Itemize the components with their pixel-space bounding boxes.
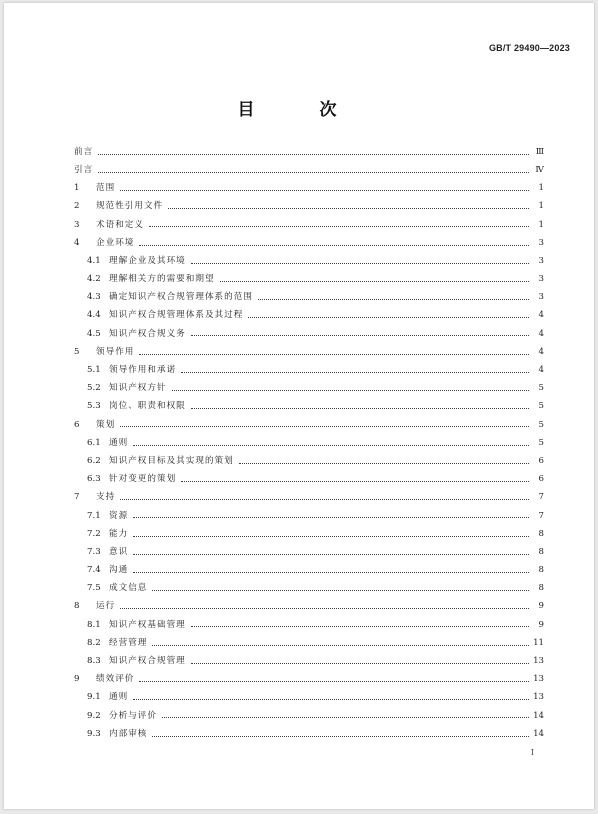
toc-entry[interactable]	[74, 670, 544, 688]
toc-entry[interactable]	[74, 507, 544, 525]
standard-code: GB/T 29490—2023	[488, 43, 570, 53]
dot-leader	[120, 417, 529, 427]
dot-leader	[139, 672, 529, 682]
toc-entry-number: 7.5	[87, 583, 101, 594]
toc-entry[interactable]	[74, 598, 544, 616]
toc-entry-page: 9	[538, 619, 544, 630]
toc-entry-number: 7.2	[87, 528, 101, 539]
toc-entry-label: 岗位、职责和权限	[109, 401, 186, 412]
toc-entry-number: 6.1	[87, 437, 101, 448]
toc-entry[interactable]	[74, 470, 544, 488]
toc-entry-label: 知识产权合规管理	[109, 656, 186, 667]
toc-entry[interactable]	[74, 143, 544, 161]
dot-leader	[191, 326, 529, 336]
toc-entry-number: 7.1	[87, 510, 101, 521]
toc-entry-page: 8	[538, 583, 544, 594]
toc-entry-number: 5.2	[87, 383, 101, 394]
toc-entry[interactable]	[74, 616, 544, 634]
toc-entry-number: 5.1	[87, 365, 101, 376]
toc-entry-label: 运行	[96, 601, 116, 612]
toc-entry[interactable]	[74, 216, 544, 234]
toc-entry-page: 5	[538, 419, 544, 430]
toc-entry-label: 企业环境	[96, 237, 135, 248]
toc-entry[interactable]	[74, 307, 544, 325]
dot-leader	[181, 472, 529, 482]
toc-entry-label: 通则	[109, 437, 129, 448]
toc-entry-page: 14	[533, 728, 544, 739]
toc-entry-page: Ⅳ	[535, 164, 544, 175]
dot-leader	[181, 363, 529, 373]
toc-entry-number: 7	[74, 492, 80, 503]
dot-leader	[162, 708, 529, 718]
toc-entry-page: 4	[538, 310, 544, 321]
toc-entry-label: 资源	[109, 510, 129, 521]
toc-entry-number: 4.4	[87, 310, 101, 321]
dot-leader	[133, 527, 529, 537]
toc-entry-page: 1	[538, 201, 544, 212]
toc-entry-page: 6	[538, 455, 544, 466]
table-of-contents	[74, 143, 544, 743]
toc-entry-page: 11	[533, 637, 544, 648]
dot-leader	[152, 581, 529, 591]
toc-entry-number: 9	[74, 674, 80, 685]
toc-entry-number: 5	[74, 346, 80, 357]
toc-entry-label: 引言	[74, 164, 94, 175]
toc-entry[interactable]	[74, 325, 544, 343]
toc-entry-label: 沟通	[109, 565, 129, 576]
dot-leader	[120, 599, 529, 609]
page-title: 目 次	[237, 100, 361, 120]
toc-entry-label: 知识产权方针	[109, 383, 167, 394]
toc-entry-page: 13	[533, 656, 544, 667]
dot-leader	[248, 308, 529, 318]
toc-entry[interactable]	[74, 252, 544, 270]
dot-leader	[120, 490, 529, 500]
toc-entry-page: 3	[538, 255, 544, 266]
toc-entry-label: 知识产权合规管理体系及其过程	[109, 310, 244, 321]
toc-entry[interactable]	[74, 234, 544, 252]
dot-leader	[191, 617, 529, 627]
toc-entry[interactable]	[74, 580, 544, 598]
dot-leader	[120, 181, 529, 191]
toc-entry-label: 领导作用和承诺	[109, 365, 177, 376]
toc-entry-page: 14	[533, 710, 544, 721]
dot-leader	[139, 236, 529, 246]
toc-entry-page: 13	[533, 692, 544, 703]
toc-entry[interactable]	[74, 270, 544, 288]
toc-entry-label: 确定知识产权合规管理体系的范围	[109, 292, 253, 303]
toc-entry-page: 5	[538, 401, 544, 412]
toc-entry-label: 理解企业及其环境	[109, 255, 186, 266]
dot-leader	[149, 217, 529, 227]
toc-entry[interactable]	[74, 489, 544, 507]
toc-entry-page: 4	[538, 328, 544, 339]
toc-entry[interactable]	[74, 725, 544, 743]
toc-entry-page: 3	[538, 292, 544, 303]
toc-entry[interactable]	[74, 289, 544, 307]
toc-entry[interactable]	[74, 452, 544, 470]
toc-entry-page: 6	[538, 474, 544, 485]
toc-entry[interactable]	[74, 416, 544, 434]
toc-entry[interactable]	[74, 707, 544, 725]
toc-entry-page: 8	[538, 546, 544, 557]
toc-entry-page: 1	[538, 183, 544, 194]
toc-entry-page: 3	[538, 274, 544, 285]
dot-leader	[133, 508, 529, 518]
toc-entry-page: 4	[538, 365, 544, 376]
toc-entry-page: 5	[538, 437, 544, 448]
toc-entry-page: 13	[533, 674, 544, 685]
toc-entry-number: 8.2	[87, 637, 101, 648]
toc-entry-page: 7	[538, 492, 544, 503]
toc-entry-label: 领导作用	[96, 346, 135, 357]
toc-entry-label: 术语和定义	[96, 219, 144, 230]
toc-entry-label: 知识产权目标及其实现的策划	[109, 455, 234, 466]
toc-entry-label: 经营管理	[109, 637, 148, 648]
toc-entry-number: 4.3	[87, 292, 101, 303]
dot-leader	[98, 145, 529, 155]
dot-leader	[191, 399, 529, 409]
toc-entry[interactable]	[74, 179, 544, 197]
toc-entry-label: 能力	[109, 528, 129, 539]
dot-leader	[152, 636, 529, 646]
toc-entry-label: 规范性引用文件	[96, 201, 164, 212]
toc-entry-label: 通则	[109, 692, 129, 703]
dot-leader	[191, 254, 529, 264]
toc-entry[interactable]	[74, 543, 544, 561]
dot-leader	[258, 290, 529, 300]
dot-leader	[239, 454, 529, 464]
toc-entry-number: 3	[74, 219, 80, 230]
toc-entry[interactable]	[74, 343, 544, 361]
dot-leader	[220, 272, 529, 282]
toc-entry-number: 6	[74, 419, 80, 430]
dot-leader	[133, 545, 529, 555]
dot-leader	[133, 563, 529, 573]
toc-entry-number: 7.4	[87, 565, 101, 576]
dot-leader	[191, 654, 529, 664]
toc-entry[interactable]	[74, 434, 544, 452]
toc-entry-label: 意识	[109, 546, 129, 557]
toc-entry-page: 4	[538, 346, 544, 357]
dot-leader	[133, 690, 529, 700]
toc-entry-number: 9.1	[87, 692, 101, 703]
toc-entry-page: 1	[538, 219, 544, 230]
toc-entry-label: 知识产权合规义务	[109, 328, 186, 339]
toc-entry-page: 7	[538, 510, 544, 521]
toc-entry-label: 范围	[96, 183, 116, 194]
toc-entry[interactable]	[74, 379, 544, 397]
dot-leader	[133, 436, 529, 446]
toc-entry-number: 6.2	[87, 455, 101, 466]
toc-entry-page: 3	[538, 237, 544, 248]
toc-entry-page: 8	[538, 528, 544, 539]
toc-entry-page: 9	[538, 601, 544, 612]
toc-entry[interactable]	[74, 634, 544, 652]
toc-entry-number: 6.3	[87, 474, 101, 485]
toc-entry-label: 分析与评价	[109, 710, 157, 721]
dot-leader	[98, 163, 529, 173]
toc-entry-number: 1	[74, 183, 80, 194]
toc-entry[interactable]	[74, 689, 544, 707]
toc-entry-number: 4.1	[87, 255, 101, 266]
toc-entry-label: 针对变更的策划	[109, 474, 177, 485]
toc-entry-number: 5.3	[87, 401, 101, 412]
toc-entry-label: 内部审核	[109, 728, 148, 739]
toc-entry-label: 知识产权基础管理	[109, 619, 186, 630]
toc-entry[interactable]	[74, 161, 544, 179]
toc-entry[interactable]	[74, 361, 544, 379]
toc-entry-number: 9.3	[87, 728, 101, 739]
toc-entry[interactable]	[74, 398, 544, 416]
dot-leader	[152, 727, 529, 737]
toc-entry-number: 9.2	[87, 710, 101, 721]
toc-entry-number: 4.5	[87, 328, 101, 339]
toc-entry[interactable]	[74, 525, 544, 543]
toc-entry-page: 8	[538, 565, 544, 576]
toc-entry-label: 理解相关方的需要和期望	[109, 274, 215, 285]
toc-entry-label: 绩效评价	[96, 674, 135, 685]
toc-entry-number: 4	[74, 237, 80, 248]
toc-entry-page: 5	[538, 383, 544, 394]
toc-entry-label: 成文信息	[109, 583, 148, 594]
toc-entry-number: 4.2	[87, 274, 101, 285]
toc-entry-number: 8	[74, 601, 80, 612]
toc-entry-label: 支持	[96, 492, 116, 503]
dot-leader	[168, 199, 529, 209]
dot-leader	[172, 381, 529, 391]
toc-entry-number: 2	[74, 201, 80, 212]
document-page	[4, 3, 594, 809]
toc-entry[interactable]	[74, 198, 544, 216]
toc-entry-number: 8.1	[87, 619, 101, 630]
toc-entry-label: 策划	[96, 419, 116, 430]
toc-entry[interactable]	[74, 561, 544, 579]
toc-entry[interactable]	[74, 652, 544, 670]
toc-entry-label: 前言	[74, 146, 94, 157]
toc-entry-number: 8.3	[87, 656, 101, 667]
toc-entry-number: 7.3	[87, 546, 101, 557]
page-folio: Ⅰ	[530, 748, 534, 757]
toc-entry-page: Ⅲ	[535, 146, 544, 157]
dot-leader	[139, 345, 529, 355]
